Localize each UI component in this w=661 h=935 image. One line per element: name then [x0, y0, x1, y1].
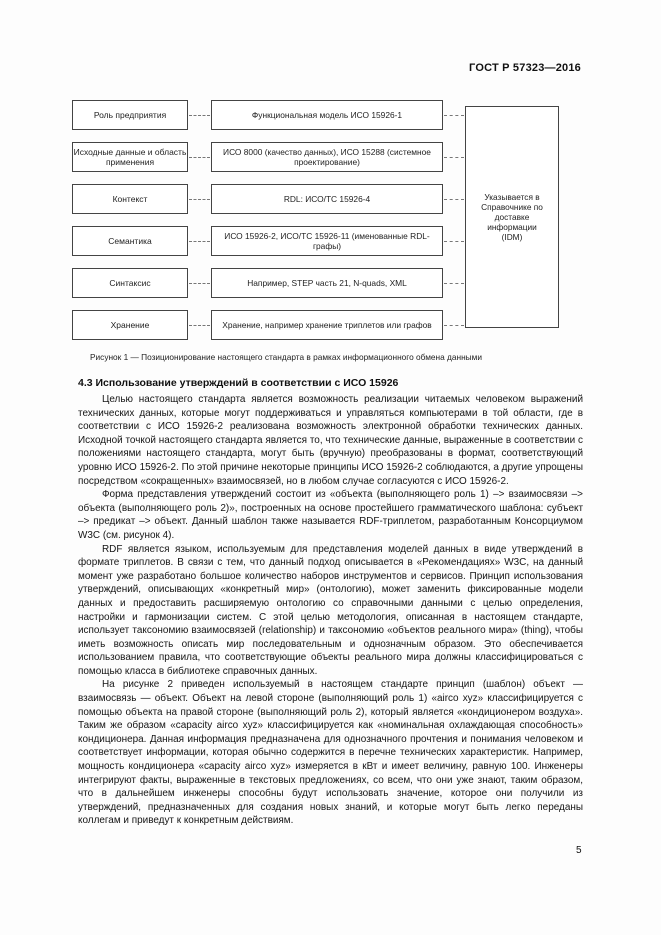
level-box-context: Контекст — [72, 184, 188, 214]
arrow — [189, 241, 210, 242]
paragraph: Форма представления утверждений состоит из «объекта (выполняющего роль 1) –> взаимосвязи –> объекта (выполняющего роль 2)», построенных на основе простейшего грамматического шаблона: субъект –> предикат –> объект. Данный шаблон также называется RDF-триплетом, разработанным Консорциумом W3C (см. рисунок 4). — [78, 489, 583, 541]
level-box-enterprise-role: Роль предприятия — [72, 100, 188, 130]
paragraph: На рисунке 2 приведен используемый в настоящем стандарте принцип (шаблон) объект — взаимосвязь — объект. Объект на левой стороне (выполняющий роль 1) «airco xyz» классифицируется с помощью объекта на правой стороне (выполняющий роль 2), который является «кондиционером воздуха». Таким же образом «capacity airco xyz» классифицируется как «номинальная охлаждающая способность» кондиционера. Данная информация предназначена для однозначного прочтения и понимания человеком и соответствует информации, которая обычно содержится в перечне технических характеристик. Например, мощность кондиционера «capacity airco xyz» измеряется в кВт и имеет величину, равную 100. Инженеры интегрируют факты, выраженные в текстовых предложениях, со всем, что они уже знают, таким образом, что в дальнейшем инженеры способны будут использовать значение, которое они получили из утверждений, предназначенных для создания новых знаний, и которые могут быть легко переданы коллегам и приведут к конкретным действиям. — [78, 679, 583, 827]
arrow — [189, 325, 210, 326]
paragraph: Целью настоящего стандарта является возможность реализации читаемых человеком выражений технических данных, которые могут поддерживаться и управляться компьютерами в той области, где в соответствии с ИСО 15926-2 реализована возможность электронной обработки технических данных. Исходной точкой настоящего стандарта является то, что технические данные, выраженные в соответствии с положениями настоящего стандарта, могут быть (вручную) преобразованы в формат, соответствующий уровню ИСО 15926-2. По этой причине некоторые принципы ИСО 15926-2 соблюдаются, а другие упрощены посредством «сокращенных» взаимосвязей, но в любом случае согласуются с ИСО 15926-2. — [78, 394, 583, 487]
positioning-diagram — [72, 95, 582, 345]
arrow — [444, 115, 464, 116]
figure-caption: Рисунок 1 — Позиционирование настоящего стандарта в рамках информационного обмена данными — [90, 352, 482, 362]
arrow — [444, 283, 464, 284]
standard-box-3: RDL: ИСО/ТС 15926-4 — [211, 184, 443, 214]
idm-box: Указывается в Справочнике по доставке информации (IDM) — [465, 106, 559, 328]
arrow — [444, 199, 464, 200]
standard-box-4: ИСО 15926-2, ИСО/ТС 15926-11 (именованные RDL-графы) — [211, 226, 443, 256]
section-heading: 4.3 Использование утверждений в соответствии с ИСО 15926 — [78, 377, 399, 389]
paragraph: RDF является языком, используемым для представления моделей данных в виде утверждений в формате триплетов. В связи с тем, что данный подход описывается в «Рекомендациях» W3C, на данный момент уже разработано большое количество наборов инструментов и сервисов. Принцип использования утверждений, описывающих «конкретный мир» (онтологию), может заменить фиксированные модели данных и предоставить расширяемую онтологию со справочными данными с целью определения, настройки и гармонизации систем. С этой целью методология, описанная в настоящем стандарте, использует таксономию взаимосвязей (relationship) и таксономию «объектов реального мира» (thing), чтобы иметь возможность описать мир последовательным и однозначным образом. Это обеспечивается использованием правила, что соответствующие объекты реального мира должны классифицироваться с помощью класса в библиотеке справочных данных. — [78, 543, 583, 677]
standard-box-5: Например, STEP часть 21, N-quads, XML — [211, 268, 443, 298]
standard-box-1: Функциональная модель ИСО 15926-1 — [211, 100, 443, 130]
level-box-input-data: Исходные данные и область применения — [72, 142, 188, 172]
arrow — [444, 325, 464, 326]
arrow — [189, 283, 210, 284]
arrow — [189, 157, 210, 158]
level-box-storage: Хранение — [72, 310, 188, 340]
arrow — [444, 157, 464, 158]
body-text — [78, 393, 583, 828]
arrow — [444, 241, 464, 242]
arrow — [189, 115, 210, 116]
arrow — [189, 199, 210, 200]
standard-box-6: Хранение, например хранение триплетов или графов — [211, 310, 443, 340]
level-box-semantics: Семантика — [72, 226, 188, 256]
page-number: 5 — [576, 845, 582, 856]
standard-number: ГОСТ Р 57323—2016 — [469, 62, 581, 74]
level-box-syntax: Синтаксис — [72, 268, 188, 298]
standard-box-2: ИСО 8000 (качество данных), ИСО 15288 (системное проектирование) — [211, 142, 443, 172]
